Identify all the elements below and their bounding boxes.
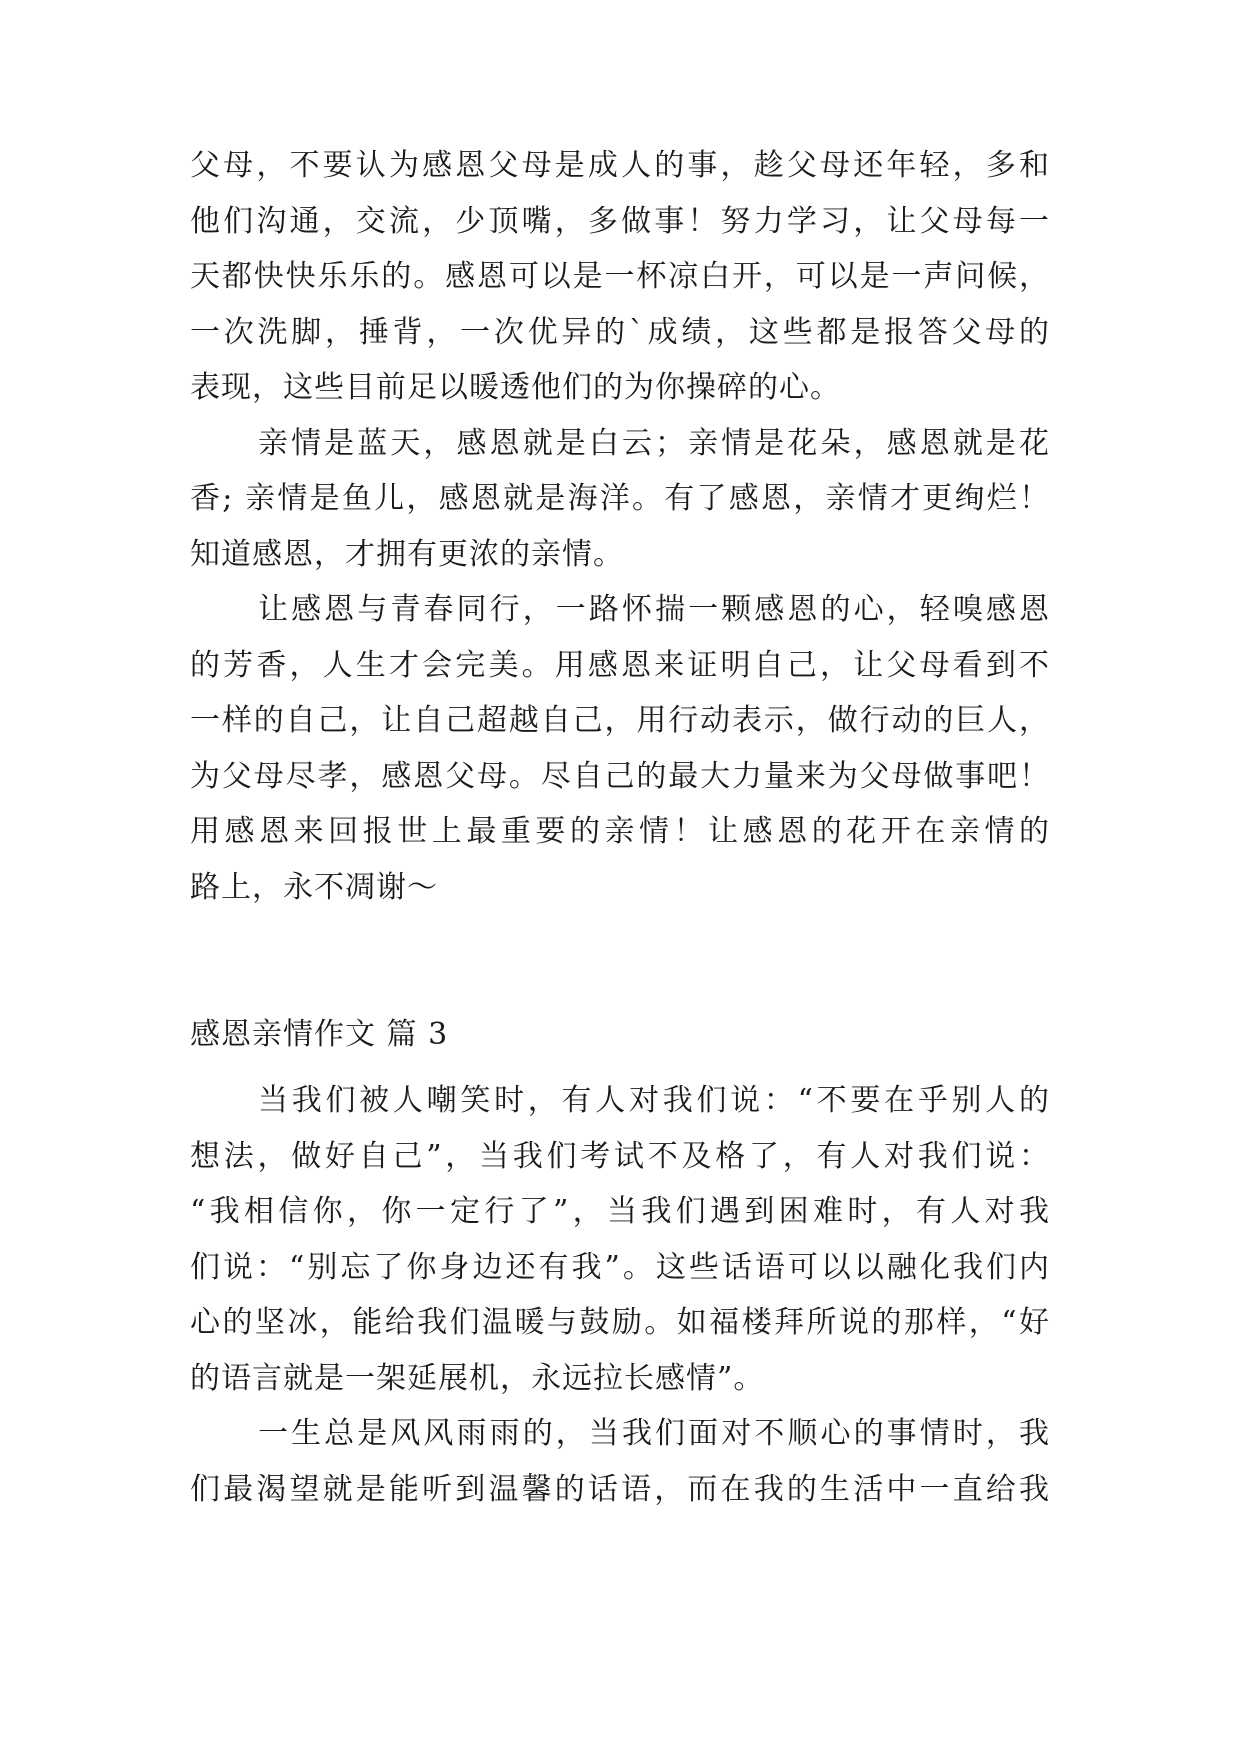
section-heading: 感恩亲情作文 篇 3 xyxy=(190,1017,449,1052)
paragraph-4-line-6: 的语言就是一架延展机，永远拉长感情”。 xyxy=(190,1361,765,1396)
paragraph-3-line-1: 让感恩与青春同行，一路怀揣一颗感恩的心，轻嗅感恩 xyxy=(258,592,1050,627)
paragraph-3-line-6: 路上，永不凋谢～ xyxy=(190,870,438,905)
paragraph-1-line-3: 天都快快乐乐的。感恩可以是一杯凉白开，可以是一声问候， xyxy=(190,259,1050,294)
paragraph-1-line-2: 他们沟通，交流，少顶嘴，多做事！努力学习，让父母每一 xyxy=(190,204,1050,239)
paragraph-4-line-4: 们说：“别忘了你身边还有我”。这些话语可以以融化我们内 xyxy=(190,1250,1050,1285)
paragraph-4-line-3: “我相信你，你一定行了”，当我们遇到困难时，有人对我 xyxy=(190,1194,1050,1229)
paragraph-3-line-3: 一样的自己，让自己超越自己，用行动表示，做行动的巨人， xyxy=(190,703,1050,738)
paragraph-2-line-2: 香; 亲情是鱼儿，感恩就是海洋。有了感恩，亲情才更绚烂！ xyxy=(190,481,1050,516)
paragraph-3-line-2: 的芳香，人生才会完美。用感恩来证明自己，让父母看到不 xyxy=(190,648,1050,683)
paragraph-2-line-1: 亲情是蓝天，感恩就是白云；亲情是花朵，感恩就是花 xyxy=(258,426,1050,461)
paragraph-1-line-1: 父母，不要认为感恩父母是成人的事，趁父母还年轻，多和 xyxy=(190,148,1050,183)
paragraph-1-line-5: 表现，这些目前足以暖透他们的为你操碎的心。 xyxy=(190,370,841,405)
paragraph-1-line-4: 一次洗脚，捶背，一次优异的`成绩，这些都是报答父母的 xyxy=(190,315,1050,350)
paragraph-5-line-2: 们最渴望就是能听到温馨的话语，而在我的生活中一直给我 xyxy=(190,1472,1050,1507)
paragraph-3-line-5: 用感恩来回报世上最重要的亲情！让感恩的花开在亲情的 xyxy=(190,814,1050,849)
paragraph-4-line-2: 想法，做好自己”，当我们考试不及格了，有人对我们说： xyxy=(190,1139,1050,1174)
paragraph-2-line-3: 知道感恩，才拥有更浓的亲情。 xyxy=(190,537,624,572)
paragraph-4-line-1: 当我们被人嘲笑时，有人对我们说：“不要在乎别人的 xyxy=(258,1083,1050,1118)
paragraph-3-line-4: 为父母尽孝，感恩父母。尽自己的最大力量来为父母做事吧！ xyxy=(190,759,1050,794)
paragraph-4-line-5: 心的坚冰，能给我们温暖与鼓励。如福楼拜所说的那样，“好 xyxy=(190,1305,1050,1340)
paragraph-5-line-1: 一生总是风风雨雨的，当我们面对不顺心的事情时，我 xyxy=(258,1416,1050,1451)
